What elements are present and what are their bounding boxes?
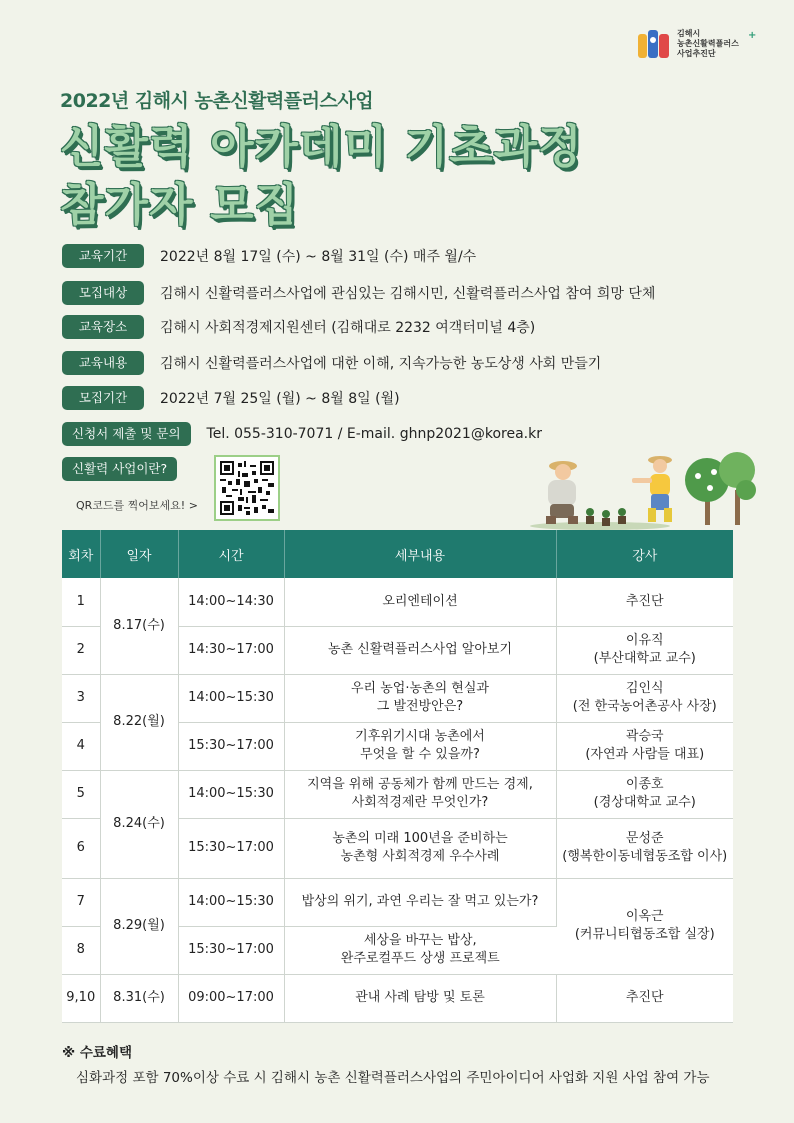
title-line-1: 신활력 아카데미 기초과정	[60, 120, 583, 173]
lecturer-affiliation: (커뮤니티협동조합 실장)	[574, 927, 715, 942]
info-row-content	[62, 351, 762, 375]
table-row	[62, 974, 733, 1022]
info-row-place	[62, 315, 762, 339]
time-cell: 15:30~17:00	[178, 818, 284, 878]
content-cell	[284, 818, 556, 878]
time-cell: 14:30~17:00	[178, 626, 284, 674]
organization-logo	[636, 24, 766, 64]
content-line: 기후위기시대 농촌에서	[355, 729, 485, 744]
round-cell: 5	[62, 770, 100, 818]
content-line: 사회적경제란 무엇인가?	[351, 795, 489, 810]
farming-illustration	[520, 450, 760, 532]
page-title	[60, 118, 700, 234]
content-line: 지역을 위해 공동체가 함께 만드는 경제,	[307, 777, 533, 792]
qr-caption: QR코드를 찍어보세요! >	[76, 499, 198, 512]
lecturer-cell	[556, 770, 733, 818]
round-cell: 6	[62, 818, 100, 878]
lecturer-affiliation: (자연과 사람들 대표)	[585, 747, 705, 762]
lecturer-name: 곽승국	[625, 729, 664, 744]
header-time: 시간	[178, 530, 284, 578]
logo-plus-icon: +	[748, 30, 757, 41]
info-tag: 교육장소	[62, 315, 144, 339]
date-cell: 8.22(월)	[100, 674, 178, 770]
info-tag: 교육기간	[62, 244, 144, 268]
header-date: 일자	[100, 530, 178, 578]
info-row-contact	[62, 422, 762, 446]
logo-line1: 김해시	[677, 29, 701, 38]
round-cell: 7	[62, 878, 100, 926]
lecturer-affiliation: (경상대학교 교수)	[593, 795, 696, 810]
round-cell: 3	[62, 674, 100, 722]
date-cell: 8.24(수)	[100, 770, 178, 878]
table-row	[62, 674, 733, 722]
content-cell: 오리엔테이션	[284, 578, 556, 626]
lecturer-affiliation: (행복한이동네협동조합 이사)	[562, 849, 728, 864]
round-cell: 4	[62, 722, 100, 770]
date-cell: 8.17(수)	[100, 578, 178, 674]
time-cell: 09:00~17:00	[178, 974, 284, 1022]
benefit-title: ※ 수료혜택	[62, 1045, 132, 1061]
content-cell: 농촌 신활력플러스사업 알아보기	[284, 626, 556, 674]
info-row-recruit-period	[62, 386, 762, 410]
date-cell: 8.31(수)	[100, 974, 178, 1022]
info-text: 김해시 신활력플러스사업에 관심있는 김해시민, 신활력플러스사업 참여 희망 단체	[160, 286, 656, 302]
header-content: 세부내용	[284, 530, 556, 578]
lecturer-name: 문성준	[625, 831, 664, 846]
time-cell: 14:00~15:30	[178, 770, 284, 818]
content-cell	[284, 722, 556, 770]
time-cell: 15:30~17:00	[178, 926, 284, 974]
qr-code[interactable]	[214, 455, 280, 521]
content-line: 세상을 바꾸는 밥상,	[363, 933, 477, 948]
content-cell	[284, 674, 556, 722]
content-line: 그 발전방안은?	[376, 699, 464, 714]
header-round: 회차	[62, 530, 100, 578]
lecturer-name: 이종호	[625, 777, 664, 792]
info-text: 김해시 신활력플러스사업에 대한 이해, 지속가능한 농도상생 사회 만들기	[160, 356, 602, 372]
logo-line2: 농촌신활력플러스	[677, 39, 739, 48]
time-cell: 14:00~15:30	[178, 674, 284, 722]
lecturer-name: 김인식	[625, 681, 664, 696]
round-cell: 9,10	[62, 974, 100, 1022]
content-line: 농촌형 사회적경제 우수사례	[340, 849, 500, 864]
content-line: 완주로컬푸드 상생 프로젝트	[340, 951, 500, 966]
round-cell: 2	[62, 626, 100, 674]
content-line: 농촌의 미래 100년을 준비하는	[332, 831, 508, 846]
schedule-table	[62, 530, 733, 1023]
content-line: 우리 농업·농촌의 현실과	[351, 681, 489, 696]
info-row-target	[62, 281, 762, 305]
logo-mark-icon	[636, 26, 672, 62]
content-line: 무엇을 할 수 있을까?	[360, 747, 480, 762]
lecturer-cell	[556, 818, 733, 878]
title-line-2: 참가자 모집	[60, 178, 300, 231]
info-tag: 신청서 제출 및 문의	[62, 422, 191, 446]
table-row	[62, 770, 733, 818]
info-text: 김해시 사회적경제지원센터 (김해대로 2232 여객터미널 4층)	[160, 320, 536, 336]
lecturer-name: 이유직	[625, 633, 664, 648]
content-cell: 밥상의 위기, 과연 우리는 잘 먹고 있는가?	[284, 878, 556, 926]
program-subtitle: 2022년 김해시 농촌신활력플러스사업	[60, 90, 374, 112]
lecturer-affiliation: (전 한국농어촌공사 사장)	[572, 699, 717, 714]
header-lecturer: 강사	[556, 530, 733, 578]
content-cell	[284, 926, 556, 974]
logo-line3: 사업추진단	[677, 49, 716, 58]
info-tag: 모집대상	[62, 281, 144, 305]
benefit-text: 심화과정 포함 70%이상 수료 시 김해시 농촌 신활력플러스사업의 주민아이디어 사업화 지원 사업 참여 가능	[76, 1070, 710, 1086]
info-text: 2022년 8월 17일 (수) ~ 8월 31일 (수) 매주 월/수	[160, 249, 477, 265]
time-cell: 14:00~14:30	[178, 578, 284, 626]
time-cell: 15:30~17:00	[178, 722, 284, 770]
table-row	[62, 878, 733, 926]
table-row	[62, 578, 733, 626]
lecturer-name: 이옥근	[625, 909, 664, 924]
info-tag: 모집기간	[62, 386, 144, 410]
lecturer-cell: 추진단	[556, 578, 733, 626]
lecturer-cell	[556, 626, 733, 674]
lecturer-cell: 추진단	[556, 974, 733, 1022]
lecturer-cell	[556, 722, 733, 770]
table-header-row	[62, 530, 733, 578]
about-link-tag[interactable]: 신활력 사업이란?	[62, 457, 177, 481]
info-text: 2022년 7월 25일 (월) ~ 8월 8일 (월)	[160, 391, 400, 407]
lecturer-cell	[556, 674, 733, 722]
content-cell: 관내 사례 탐방 및 토론	[284, 974, 556, 1022]
round-cell: 8	[62, 926, 100, 974]
contact-text[interactable]: Tel. 055-310-7071 / E-mail. ghnp2021@korea.kr	[206, 426, 542, 442]
time-cell: 14:00~15:30	[178, 878, 284, 926]
info-tag: 교육내용	[62, 351, 144, 375]
lecturer-cell	[556, 878, 733, 974]
info-row-period	[62, 244, 762, 268]
date-cell: 8.29(월)	[100, 878, 178, 974]
round-cell: 1	[62, 578, 100, 626]
content-cell	[284, 770, 556, 818]
lecturer-affiliation: (부산대학교 교수)	[593, 651, 696, 666]
